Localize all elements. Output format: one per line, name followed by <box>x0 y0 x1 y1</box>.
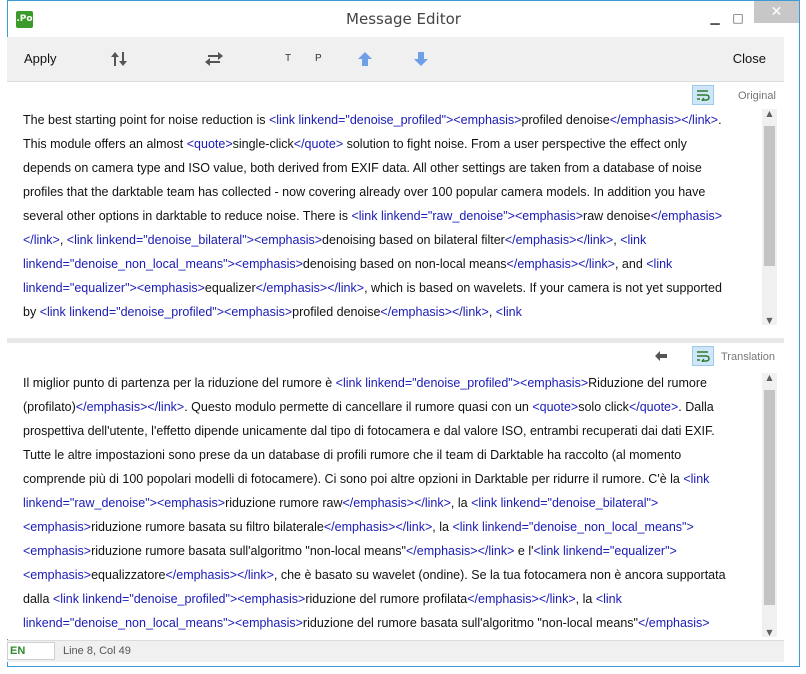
text-segment: riduzione rumore basata sull'algoritmo "non-local means" <box>91 544 406 558</box>
text-segment: several other options in darktable to reduce noise. There is <box>23 209 352 223</box>
markup-tag: linkend="raw_denoise"> <box>23 496 157 510</box>
translation-text[interactable] <box>23 371 726 635</box>
markup-tag: </emphasis> <box>380 305 452 319</box>
markup-tag: <emphasis> <box>136 281 205 295</box>
maximize-button[interactable]: □ <box>732 11 744 25</box>
markup-tag: <link <box>646 257 673 271</box>
text-line <box>23 491 726 515</box>
markup-tag: <emphasis> <box>156 496 226 510</box>
t-button[interactable]: T <box>285 53 292 64</box>
original-scroll-thumb[interactable] <box>764 126 775 266</box>
text-segment: depends on camera type and ISO value, both derived from EXIF data. All other settings are taken from a database of noise <box>23 161 702 175</box>
text-segment: solo click <box>578 400 629 414</box>
text-segment: , <box>488 305 496 319</box>
app-icon: .Po <box>16 11 33 28</box>
text-segment: profiles that the darktable team has collected - now covering already over 100 popular camera models. In addition you have <box>23 185 706 199</box>
text-segment: dalla <box>23 592 53 606</box>
markup-tag: </link> <box>538 592 576 606</box>
translation-label: Translation <box>721 351 776 363</box>
word-wrap-toggle-translation[interactable] <box>692 346 714 366</box>
cursor-position: Line 8, Col 49 <box>63 645 131 657</box>
text-line <box>23 563 726 587</box>
window-title: Message Editor <box>346 10 461 28</box>
text-segment: , che è basato su wavelet (ondine). Se la tua fotocamera non è ancora supportata <box>273 568 726 582</box>
markup-tag: <link <box>595 592 622 606</box>
text-segment: , la <box>575 592 596 606</box>
text-segment: by <box>23 305 40 319</box>
text-segment: riduzione del rumore profilata <box>305 592 468 606</box>
text-line <box>23 587 726 611</box>
markup-tag: </emphasis> <box>609 113 682 127</box>
markup-tag: <link linkend="denoise_profiled"> <box>268 113 454 127</box>
markup-tag: <link linkend="raw_denoise"> <box>351 209 515 223</box>
text-segment: solution to fight noise. From a user perspective the effect only <box>343 137 687 151</box>
translation-scroll-thumb[interactable] <box>764 390 775 605</box>
text-segment: denoising based on non-local means <box>302 257 507 271</box>
markup-tag: <emphasis> <box>234 257 303 271</box>
text-line <box>23 539 726 563</box>
text-segment: Tutte le altre impostazioni sono prese da un database di profili rumore che il team di Darktable ha raccolto (al momento <box>23 448 682 462</box>
text-segment: , <box>613 233 621 247</box>
minimize-button[interactable]: ▁ <box>710 11 720 25</box>
text-line <box>23 276 722 300</box>
text-segment: profiled denoise <box>292 305 381 319</box>
markup-tag: </link> <box>578 257 615 271</box>
markup-tag: </link> <box>237 568 274 582</box>
text-segment: , la <box>450 496 472 510</box>
text-segment: , and <box>614 257 647 271</box>
arrow-up-icon[interactable] <box>354 48 376 70</box>
markup-tag: <link <box>495 305 522 319</box>
text-line <box>23 419 726 443</box>
text-segment: Il miglior punto di partenza per la riduzione del rumore è <box>23 376 336 390</box>
markup-tag: </emphasis> <box>467 592 539 606</box>
markup-tag: <quote> <box>186 137 233 151</box>
text-segment: single-click <box>232 137 294 151</box>
markup-tag: </emphasis> <box>323 520 396 534</box>
markup-tag: <emphasis> <box>453 113 522 127</box>
markup-tag: </link> <box>414 496 451 510</box>
markup-tag: <link linkend="denoise_bilateral"> <box>66 233 254 247</box>
text-segment: riduzione del rumore basata sull'algoritmo "non-local means" <box>302 616 638 630</box>
text-segment: riduzione rumore raw <box>225 496 343 510</box>
text-line <box>23 515 726 539</box>
text-segment: . Dalla <box>678 400 714 414</box>
text-line <box>23 371 726 395</box>
text-line <box>23 180 722 204</box>
markup-tag: <link linkend="denoise_non_local_means"> <box>452 520 694 534</box>
text-line <box>23 395 726 419</box>
markup-tag: </emphasis> <box>406 544 478 558</box>
text-segment: . <box>718 113 722 127</box>
markup-tag: linkend="denoise_non_local_means"> <box>23 616 235 630</box>
original-text[interactable] <box>23 108 722 324</box>
markup-tag: </link> <box>327 281 365 295</box>
markup-tag: <emphasis> <box>520 376 589 390</box>
swap-horizontal-icon[interactable] <box>203 48 225 70</box>
markup-tag: </emphasis> <box>75 400 148 414</box>
markup-tag: </link> <box>576 233 614 247</box>
markup-tag: <link <box>683 472 710 486</box>
copy-source-arrow-icon[interactable] <box>651 346 671 366</box>
word-wrap-icon <box>696 89 710 101</box>
text-line <box>23 300 722 324</box>
scroll-up-icon[interactable]: ▲ <box>766 373 773 382</box>
markup-tag: <emphasis> <box>253 233 323 247</box>
markup-tag: </emphasis> <box>637 616 710 630</box>
word-wrap-icon <box>696 350 710 362</box>
status-bar <box>7 640 784 662</box>
text-segment: . Questo modulo permette di cancellare il rumore quasi con un <box>184 400 533 414</box>
text-line <box>23 443 726 467</box>
markup-tag: </quote> <box>293 137 344 151</box>
text-line <box>23 204 722 228</box>
text-segment: comprende più di 100 popolari modelli di fotocamere). Ci sono poi altre opzioni in Darktable per ridurre il rumore. C'è la <box>23 472 684 486</box>
text-segment: equalizer <box>204 281 256 295</box>
text-segment: , which is based on wavelets. If your camera is not yet supported <box>364 281 722 295</box>
toolbar <box>7 37 784 82</box>
markup-tag: </link> <box>23 233 60 247</box>
scroll-down-icon[interactable]: ▼ <box>766 628 773 637</box>
swap-vertical-icon[interactable] <box>108 48 130 70</box>
text-segment: prospettiva dell'utente, l'effetto dipende unicamente dal tipo di fotocamera e dal valore ISO, entrambi recuperati dai dati EXIF. <box>23 424 715 438</box>
markup-tag: <link linkend="denoise_profiled"> <box>335 376 521 390</box>
markup-tag: linkend="equalizer"> <box>23 281 137 295</box>
markup-tag: </emphasis> <box>504 233 577 247</box>
apply-button[interactable]: Apply <box>24 51 57 66</box>
markup-tag: </emphasis> <box>342 496 415 510</box>
text-segment: equalizzatore <box>91 568 166 582</box>
markup-tag: </link> <box>147 400 185 414</box>
markup-tag: </emphasis> <box>650 209 723 223</box>
markup-tag: <link linkend="denoise_profiled"> <box>39 305 225 319</box>
markup-tag: <emphasis> <box>23 568 92 582</box>
text-segment: (profilato) <box>23 400 76 414</box>
markup-tag: </emphasis> <box>506 257 579 271</box>
original-pane <box>7 82 784 338</box>
text-line <box>23 252 722 276</box>
markup-tag: <emphasis> <box>514 209 584 223</box>
text-line <box>23 611 726 635</box>
original-label: Original <box>738 90 776 102</box>
markup-tag: </quote> <box>628 400 679 414</box>
markup-tag: </link> <box>452 305 489 319</box>
translation-pane <box>7 343 784 639</box>
markup-tag: </emphasis> <box>255 281 328 295</box>
arrow-down-icon[interactable] <box>410 48 432 70</box>
title-bar <box>8 1 799 38</box>
text-line <box>23 228 722 252</box>
markup-tag: <link linkend="equalizer"> <box>533 544 677 558</box>
markup-tag: <emphasis> <box>224 305 293 319</box>
text-segment: denoising based on bilateral filter <box>322 233 505 247</box>
text-segment: The best starting point for noise reduction is <box>23 113 269 127</box>
markup-tag: <emphasis> <box>23 544 92 558</box>
text-segment: raw denoise <box>583 209 651 223</box>
text-segment: riduzione rumore basata su filtro bilaterale <box>91 520 324 534</box>
p-button[interactable]: P <box>315 53 322 64</box>
markup-tag: <quote> <box>532 400 579 414</box>
markup-tag: <emphasis> <box>23 520 92 534</box>
markup-tag: <link <box>620 233 647 247</box>
markup-tag: </link> <box>477 544 515 558</box>
markup-tag: linkend="denoise_non_local_means"> <box>23 257 235 271</box>
markup-tag: </emphasis> <box>165 568 238 582</box>
text-segment: , <box>59 233 67 247</box>
text-line <box>23 467 726 491</box>
word-wrap-toggle-original[interactable] <box>692 85 714 105</box>
text-segment: , la <box>432 520 453 534</box>
translation-scrollbar[interactable] <box>762 373 777 637</box>
text-segment: Riduzione del rumore <box>588 376 707 390</box>
scroll-up-icon[interactable]: ▲ <box>766 109 773 118</box>
markup-tag: <link linkend="denoise_profiled"> <box>52 592 238 606</box>
markup-tag: <emphasis> <box>234 616 303 630</box>
close-button[interactable]: Close <box>732 51 766 66</box>
language-indicator: EN <box>7 642 55 660</box>
text-segment: This module offers an almost <box>23 137 187 151</box>
text-line <box>23 108 722 132</box>
scroll-down-icon[interactable]: ▼ <box>766 316 773 325</box>
markup-tag: <emphasis> <box>237 592 306 606</box>
text-line <box>23 132 722 156</box>
markup-tag: </link> <box>681 113 719 127</box>
markup-tag: <link linkend="denoise_bilateral"> <box>471 496 659 510</box>
markup-tag: </link> <box>395 520 433 534</box>
window-close-button[interactable]: ✕ <box>754 1 799 23</box>
text-segment: e l' <box>514 544 534 558</box>
text-line <box>23 156 722 180</box>
original-scrollbar[interactable] <box>762 109 777 325</box>
text-segment: profiled denoise <box>521 113 610 127</box>
